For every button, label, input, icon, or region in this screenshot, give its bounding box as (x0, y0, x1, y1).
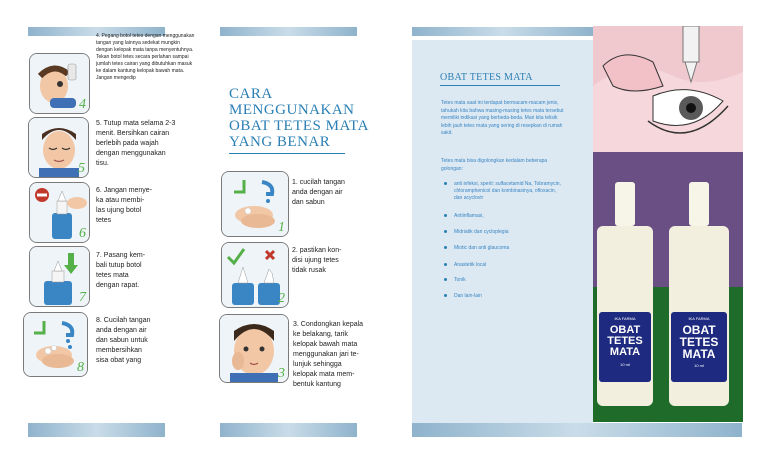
step-number: 1 (278, 220, 285, 235)
step-8-text: 8. Cucilah tangan anda dengan air dan sabun untuk membersihkan sisa obat yang (96, 317, 151, 364)
group-paragraph: Tetes mata bisa digolongkan kedalam beberapa golongan: (441, 158, 548, 172)
mid-step-2-text: 2. pastikan kon- disi ujung tetes tidak rusak (292, 247, 342, 274)
step-number: 3 (278, 366, 285, 381)
bottle-cap (689, 182, 709, 226)
mid-step-3-text: 3. Condongkan kepala ke belakang, tarik kelopak bawah mata menggunakan jari te- lunjuk sehingga kelopak mata mem- bentuk kantung (293, 321, 364, 388)
left-panel (28, 0, 195, 466)
label-vol: 10 ml (620, 362, 630, 367)
bullet-dot (444, 246, 447, 249)
bullet-item (454, 262, 564, 269)
bullet-text: Anastetik local (454, 262, 487, 268)
step-number: 5 (78, 161, 85, 176)
bullet-text: Dan lain-lain (454, 293, 482, 299)
page-title: CARA MENGGUNAKAN OBAT TETES MATA YANG BENAR (229, 86, 369, 150)
section-title: OBAT TETES MATA (440, 72, 533, 83)
step-number: 4 (79, 97, 86, 112)
eye-drop-illustration (593, 26, 743, 152)
bullet-text: Tonik (454, 277, 466, 283)
step-5-text: 5. Tutup mata selama 2-3 menit. Bersihkan cairan berlebih pada wajah dengan menggunakan tisu. (96, 120, 176, 167)
label-line1: OBAT (609, 324, 641, 336)
bullet-dot (444, 263, 447, 266)
step-6-text: 6. Jangan menye- ka atau membi- las ujung botol tetes (96, 187, 153, 224)
label-brand: IKA FARMA (614, 316, 636, 321)
top-bar-middle (220, 27, 357, 36)
step-number: 2 (278, 291, 285, 306)
step-4-text: 4. Pegang botol tetes dengan menggunakan tangan yang lainnya sedekat mungkin dengan kelopak mata tanpa menyentuhnya. Tekan botol tetes secara perlahan sampai jumlah tetes cairan yang dibutuhkan masuk ke dalam kantung kelopak bawah mata. Jangan mengedip (96, 33, 195, 81)
label-line2: TETES (679, 335, 719, 349)
title-underline (229, 153, 345, 154)
bottle-left (597, 182, 653, 407)
bullet-dot (444, 294, 447, 297)
bottle-label (599, 312, 651, 382)
label-line2: TETES (607, 335, 643, 347)
mid-step-2-image (221, 242, 289, 308)
bottle-cap (615, 182, 635, 226)
bullet-dot (444, 230, 447, 233)
bullet-item (454, 293, 564, 300)
top-bar-right (412, 27, 593, 36)
bullet-item (454, 245, 564, 252)
bottle-label (671, 312, 727, 382)
bullet-item (454, 181, 564, 202)
bullet-dot (444, 182, 447, 185)
bullet-item (454, 229, 564, 236)
label-vol: 10 ml (694, 363, 704, 368)
bottles-photo (593, 152, 743, 422)
bullet-item (454, 213, 564, 220)
bullet-text: anti infeksi, sperti: sulfacetamid Na, Tobramycin, chloramphenicol dan kombinasinya, ofloxacin, dan acyclovir (454, 181, 561, 201)
bottle-right (669, 182, 729, 407)
bullet-dot (444, 214, 447, 217)
mid-step-1-image (221, 171, 289, 237)
section-title-underline (440, 85, 560, 86)
bullet-text: Antiinflamasi, (454, 213, 484, 219)
bullet-item (454, 277, 564, 284)
label-line3: MATA (682, 347, 716, 361)
bullet-dot (444, 278, 447, 281)
step-number: 7 (79, 290, 86, 305)
step-6-image (29, 182, 90, 243)
bullet-text: Midriatik dan cycloplegia (454, 229, 509, 235)
label-brand: IKA FARMA (688, 316, 710, 321)
bullet-text: Miotic dan anti glaucoma (454, 245, 510, 251)
label-line1: OBAT (682, 323, 716, 337)
eye-dropper-icon (593, 26, 743, 152)
bottom-bar-middle (220, 423, 357, 437)
mid-step-1-text: 1. cucilah tangan anda dengan air dan sabun (292, 179, 345, 206)
step-5-image (28, 117, 89, 178)
bottom-bar-right (412, 423, 742, 437)
step-number: 6 (79, 226, 86, 241)
step-7-text: 7. Pasang kem- bali tutup botol tetes mata dengan rapat. (96, 252, 146, 289)
step-7-image (29, 246, 90, 307)
step-4-image (29, 53, 90, 114)
step-number: 8 (77, 360, 84, 375)
mid-step-3-image (219, 314, 289, 383)
intro-paragraph: Tetes mata saat ini terdapat bermacam-macam jenis, tahukah kita bahwa masing-masing tetes mata tersebut memiliki indikasi yang berbeda-beda. Mari kita telisik lebih jauh tetes mata yang sering di resepkan di rumah sakit. (441, 100, 564, 136)
step-8-image (23, 312, 88, 377)
label-line3: MATA (609, 346, 641, 358)
